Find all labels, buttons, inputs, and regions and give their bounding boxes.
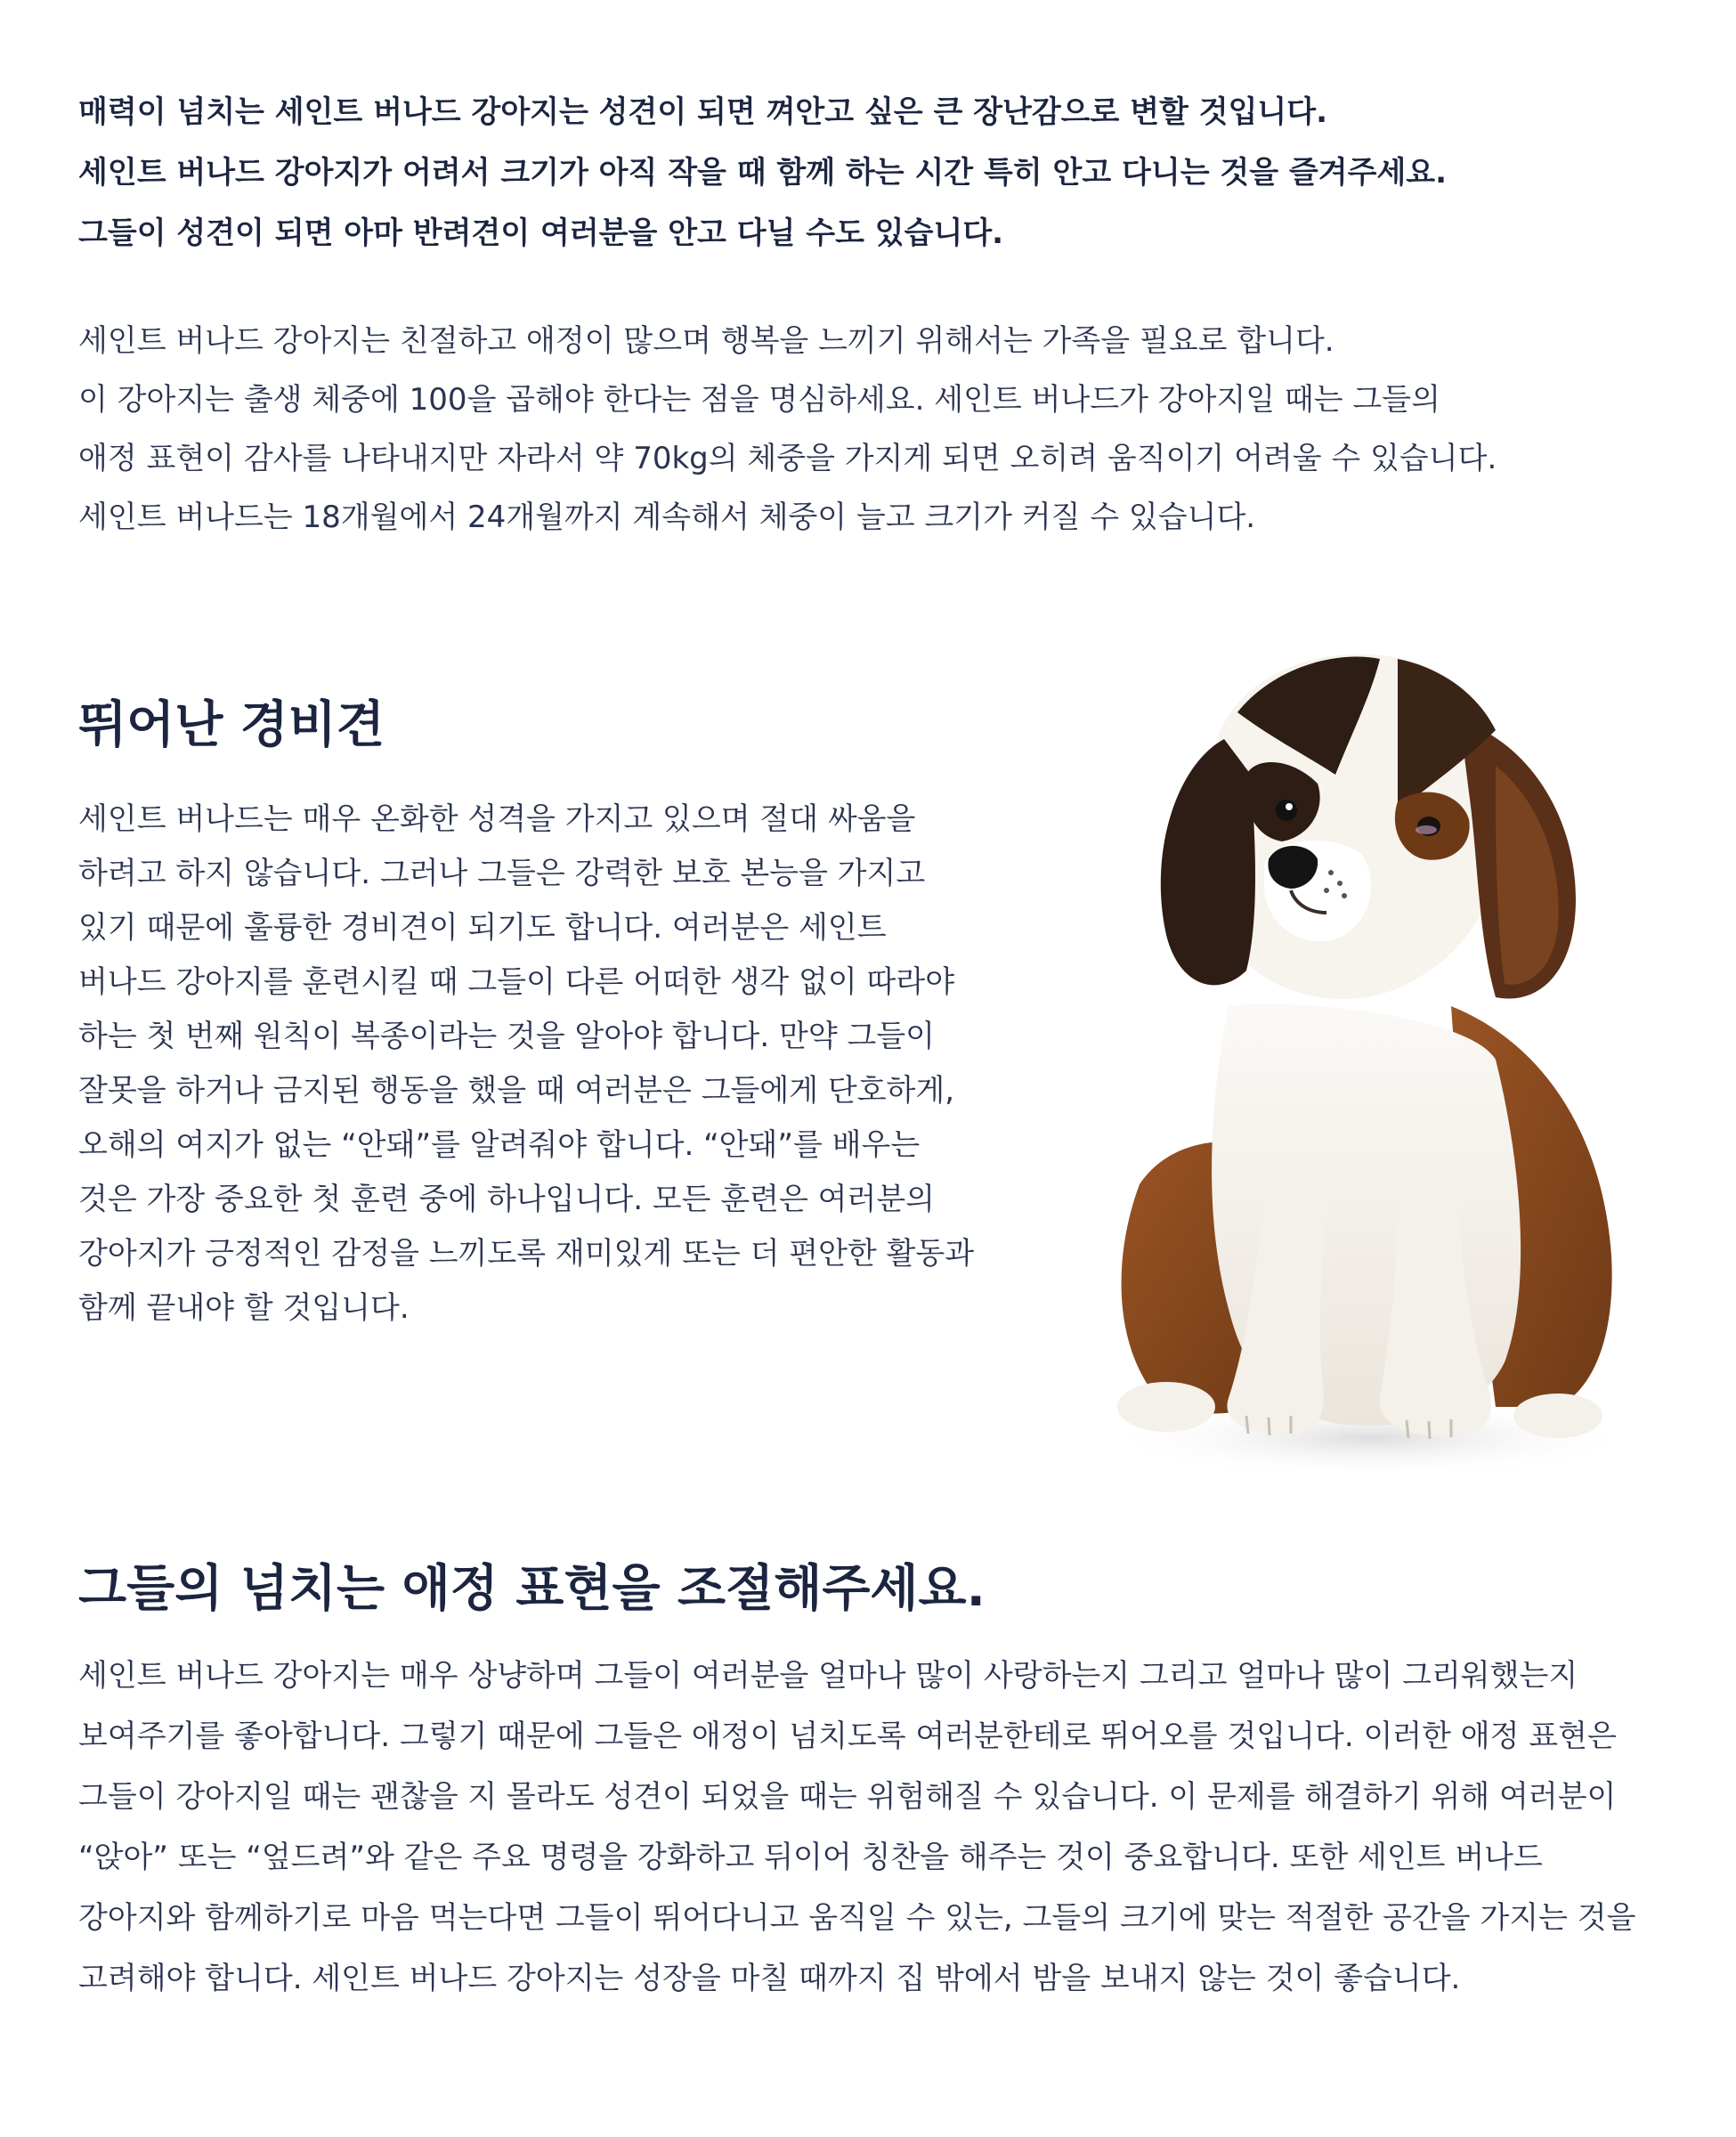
intro-bold-line: 매력이 넘치는 세인트 버나드 강아지는 성견이 되면 껴안고 싶은 큰 장난감으로 변할 것입니다. (78, 94, 1328, 130)
intro-paragraph (78, 312, 1663, 547)
guard-line: 함께 끝내야 할 것입니다. (78, 1290, 410, 1326)
affection-heading: 그들의 넘치는 애정 표현을 조절해주세요. (78, 1560, 986, 1618)
guard-line: 있기 때문에 훌륭한 경비견이 되기도 합니다. 여러분은 세인트 (78, 910, 887, 946)
guard-line: 것은 가장 중요한 첫 훈련 중에 하나입니다. 모든 훈련은 여러분의 (78, 1182, 936, 1217)
intro-line: 세인트 버나드는 18개월에서 24개월까지 계속해서 체중이 늘고 크기가 커질 수 있습니다. (78, 500, 1256, 535)
guard-dog-section (0, 614, 1736, 1505)
guard-line: 하려고 하지 않습니다. 그러나 그들은 강력한 보호 본능을 가지고 (78, 856, 926, 891)
guard-line: 강아지가 긍정적인 감정을 느끼도록 재미있게 또는 더 편안한 활동과 (78, 1236, 975, 1272)
guard-line: 하는 첫 번째 원칙이 복종이라는 것을 알아야 합니다. 만약 그들이 (78, 1019, 936, 1054)
saint-bernard-puppy-image (1077, 632, 1647, 1487)
guard-line: 세인트 버나드는 매우 온화한 성격을 가지고 있으며 절대 싸움을 (78, 801, 916, 837)
affection-line: “앉아” 또는 “엎드려”와 같은 주요 명령을 강화하고 뒤이어 칭찬을 해주는 것이 중요합니다. 또한 세인트 버나드 (78, 1840, 1543, 1875)
intro-line: 이 강아지는 출생 체중에 100을 곱해야 한다는 점을 명심하세요. 세인트 버나드가 강아지일 때는 그들의 (78, 382, 1440, 418)
guard-dog-heading: 뛰어난 경비견 (78, 696, 385, 754)
affection-paragraph (78, 1645, 1672, 2009)
affection-line: 그들이 강아지일 때는 괜찮을 지 몰라도 성견이 되었을 때는 위험해질 수 있습니다. 이 문제를 해결하기 위해 여러분이 (78, 1779, 1617, 1815)
intro-line: 애정 표현이 감사를 나타내지만 자라서 약 70kg의 체중을 가지게 되면 오히려 움직이기 어려울 수 있습니다. (78, 441, 1497, 476)
affection-line: 강아지와 함께하기로 마음 먹는다면 그들이 뛰어다니고 움직일 수 있는, 그들의 크기에 맞는 적절한 공간을 가지는 것을 (78, 1900, 1636, 1936)
affection-line: 세인트 버나드 강아지는 매우 상냥하며 그들이 여러분을 얼마나 많이 사랑하는지 그리고 얼마나 많이 그리워했는지 (78, 1658, 1578, 1694)
intro-line: 세인트 버나드 강아지는 친절하고 애정이 많으며 행복을 느끼기 위해서는 가족을 필요로 합니다. (78, 323, 1334, 359)
intro-bold-line: 그들이 성견이 되면 아마 반려견이 여러분을 안고 다닐 수도 있습니다. (78, 215, 1004, 251)
guard-line: 버나드 강아지를 훈련시킬 때 그들이 다른 어떠한 생각 없이 따라야 (78, 964, 955, 1000)
intro-bold-paragraph (78, 82, 1663, 264)
guard-dog-paragraph (78, 792, 1022, 1336)
affection-line: 고려해야 합니다. 세인트 버나드 강아지는 성장을 마칠 때까지 집 밖에서 밤을 보내지 않는 것이 좋습니다. (78, 1961, 1461, 1996)
guard-line: 잘못을 하거나 금지된 행동을 했을 때 여러분은 그들에게 단호하게, (78, 1073, 955, 1109)
affection-line: 보여주기를 좋아합니다. 그렇기 때문에 그들은 애정이 넘치도록 여러분한테로 뛰어오를 것입니다. 이러한 애정 표현은 (78, 1719, 1617, 1754)
intro-bold-line: 세인트 버나드 강아지가 어려서 크기가 아직 작을 때 함께 하는 시간 특히 안고 다니는 것을 즐겨주세요. (78, 155, 1448, 191)
guard-line: 오해의 여지가 없는 “안돼”를 알려줘야 합니다. “안돼”를 배우는 (78, 1127, 921, 1163)
affection-section (0, 1549, 1736, 2101)
